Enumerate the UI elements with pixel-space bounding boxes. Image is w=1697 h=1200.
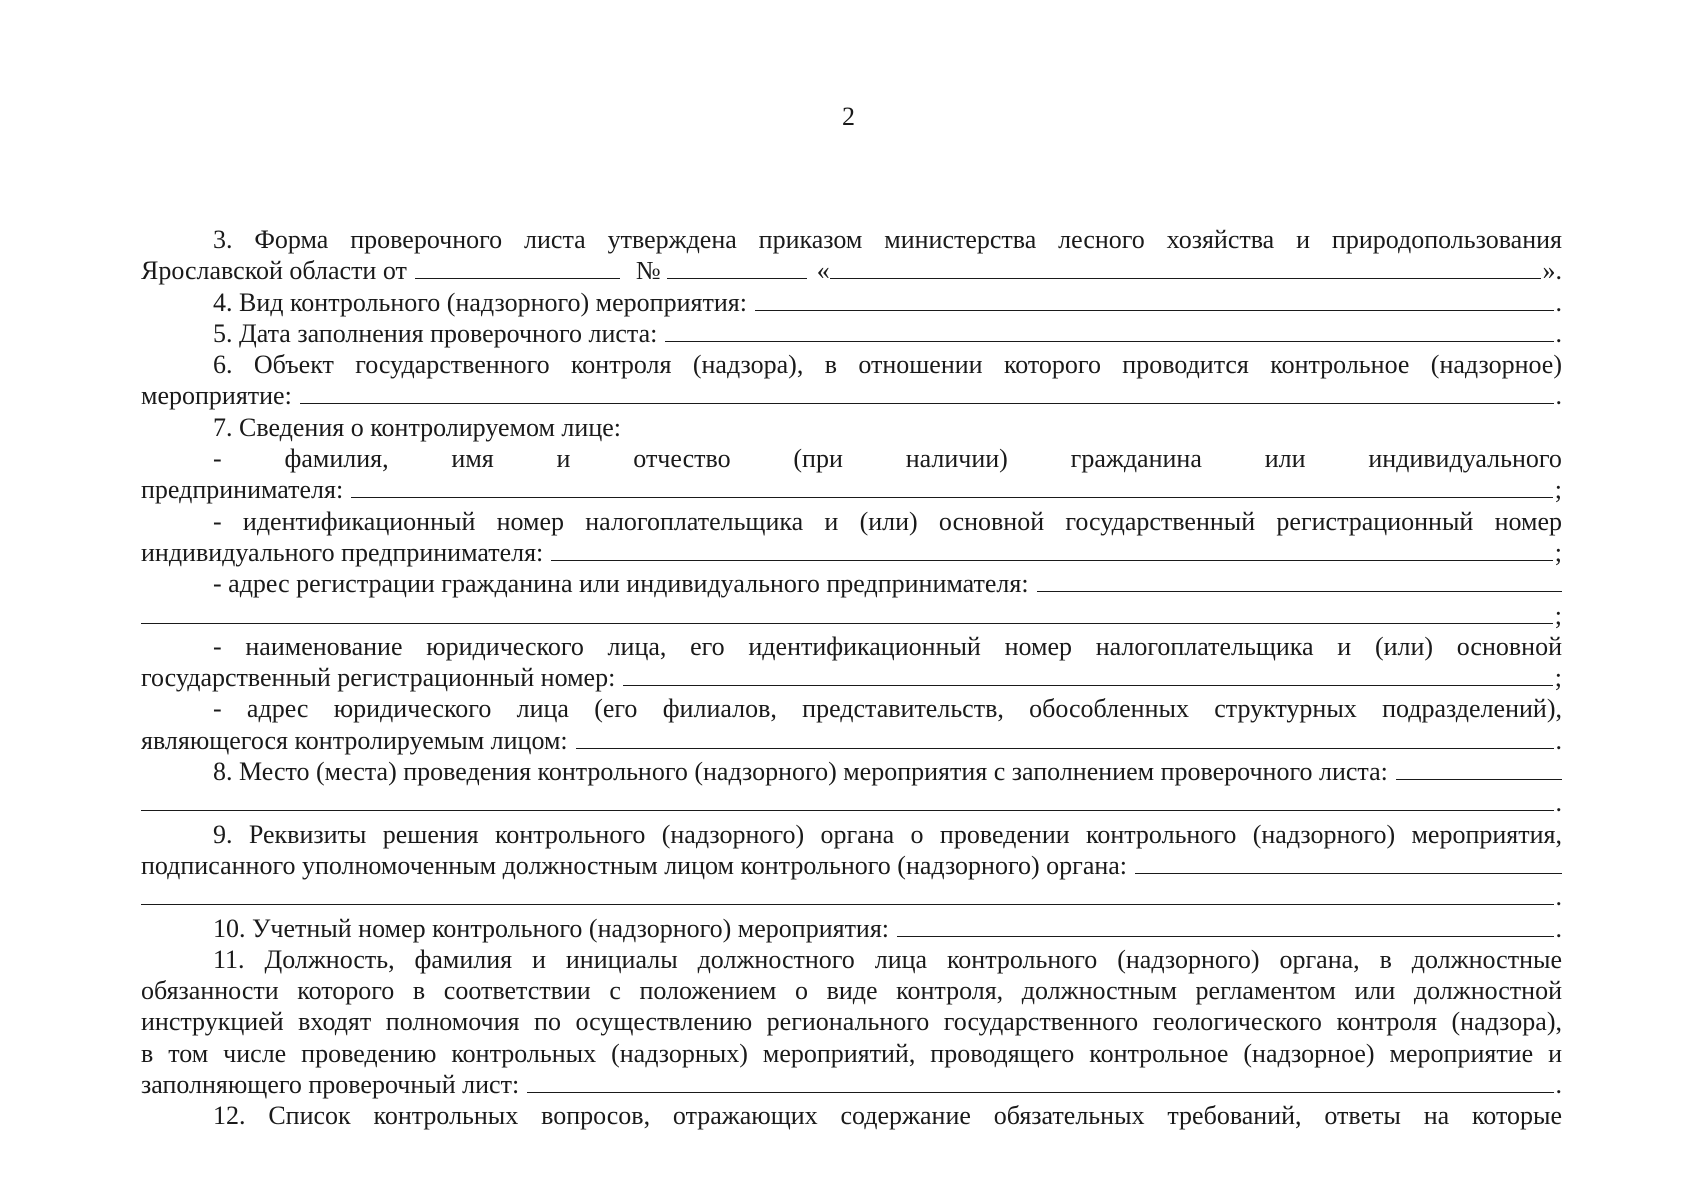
item-10	[141, 913, 1562, 944]
quote-open: «	[816, 256, 830, 286]
item-6-line-2	[141, 380, 1562, 411]
item-7-sub-4-prefix: государственный регистрационный номер:	[141, 663, 616, 693]
item-4-end: .	[1555, 287, 1562, 317]
item-3-line-2	[141, 255, 1562, 286]
item-7-sub-4-end: ;	[1554, 663, 1562, 693]
item-10-end: .	[1555, 913, 1562, 943]
word: имя	[451, 444, 494, 474]
item-7-title	[141, 412, 1562, 443]
item-7-sub-5-line-2	[141, 725, 1562, 756]
control-type-field[interactable]	[755, 288, 1554, 311]
document-body	[141, 224, 1562, 1132]
quote-close: ».	[1542, 256, 1562, 286]
item-7-sub-2-prefix: индивидуального предпринимателя:	[141, 537, 544, 567]
word: отчество	[633, 444, 731, 474]
citizen-name-field[interactable]	[351, 475, 1553, 498]
decision-details-field-2[interactable]	[141, 882, 1554, 905]
order-title-field[interactable]	[830, 256, 1541, 279]
item-8-line-1	[141, 756, 1562, 787]
item-9-prefix: подписанного уполномоченным должностным лицом контрольного (надзорного) органа:	[141, 850, 1128, 880]
item-11-line-5	[141, 1069, 1562, 1100]
fill-date-field[interactable]	[665, 319, 1553, 342]
legal-address-field[interactable]	[576, 726, 1554, 749]
item-8-end: .	[1555, 788, 1562, 818]
item-11-prefix: заполняющего проверочный лист:	[141, 1070, 520, 1100]
number-sign: №	[635, 256, 661, 286]
decision-details-field-1[interactable]	[1135, 851, 1562, 874]
item-7-sub-2-end: ;	[1554, 537, 1562, 567]
word: фамилия,	[284, 444, 389, 474]
item-4	[141, 287, 1562, 318]
event-place-field-1[interactable]	[1396, 757, 1562, 780]
item-11-line-1: 11. Должность, фамилия и инициалы должностного лица контрольного (надзорного) органа, в должностные	[213, 944, 1562, 974]
item-5-label: 5. Дата заполнения проверочного листа:	[213, 318, 658, 348]
item-9-line-1: 9. Реквизиты решения контрольного (надзорного) органа о проведении контрольного (надзорного) мероприятия,	[213, 819, 1562, 849]
item-6-prefix: мероприятие:	[141, 381, 292, 411]
item-7-sub-4-line-2	[141, 662, 1562, 693]
item-12-line-1: 12. Список контрольных вопросов, отражающих содержание обязательных требований, ответы на которые	[213, 1101, 1562, 1131]
legal-entity-field[interactable]	[623, 663, 1552, 686]
item-10-label: 10. Учетный номер контрольного (надзорного) мероприятия:	[213, 913, 890, 943]
item-7-sub-1-line-2	[141, 474, 1562, 505]
word: наличии)	[905, 444, 1008, 474]
registration-number-field[interactable]	[897, 914, 1553, 937]
item-7-sub-1-prefix: предпринимателя:	[141, 475, 344, 505]
order-number-field[interactable]	[667, 256, 807, 279]
item-3-line-1: 3. Форма проверочного листа утверждена приказом министерства лесного хозяйства и природопользования	[213, 225, 1562, 254]
item-6-line-1: 6. Объект государственного контроля (надзора), в отношении которого проводится контрольное (надзорное)	[213, 350, 1562, 380]
official-field[interactable]	[527, 1070, 1553, 1093]
item-7-sub-2-line-1: - идентификационный номер налогоплательщика и (или) основной государственный регистрационный номер	[213, 506, 1562, 536]
item-7-sub-4-line-1: - наименование юридического лица, его идентификационный номер налогоплательщика и (или) основной	[213, 631, 1562, 661]
item-7-sub-3-prefix: - адрес регистрации гражданина или индивидуального предпринимателя:	[213, 569, 1029, 599]
item-9-end: .	[1555, 882, 1562, 912]
item-7-sub-1-end: ;	[1554, 475, 1562, 505]
item-7-sub-5-line-1: - адрес юридического лица (его филиалов, представительств, обособленных структурных подразделений),	[213, 694, 1562, 724]
citizen-address-field-2[interactable]	[141, 601, 1553, 624]
item-7-sub-3-line-2	[141, 600, 1562, 631]
item-3-prefix: Ярославской области от	[141, 256, 407, 286]
item-11-line-2: обязанности которого в соответствии с положением о виде контроля, должностным регламентом или должностной	[141, 976, 1562, 1006]
item-9-line-2	[141, 850, 1562, 881]
word: гражданина	[1070, 444, 1202, 474]
item-8-line-2	[141, 787, 1562, 818]
control-object-field[interactable]	[300, 381, 1554, 404]
word: (при	[793, 444, 843, 474]
item-7-title-text: 7. Сведения о контролируемом лице:	[213, 412, 622, 442]
citizen-address-field-1[interactable]	[1037, 569, 1562, 592]
item-11-end: .	[1555, 1070, 1562, 1100]
word: индивидуального	[1368, 444, 1562, 474]
word: или	[1264, 444, 1306, 474]
item-4-label: 4. Вид контрольного (надзорного) мероприятия:	[213, 287, 747, 317]
word: -	[213, 444, 222, 474]
word: и	[556, 444, 571, 474]
order-date-field[interactable]	[415, 256, 620, 279]
item-7-sub-1-line-1	[141, 443, 1562, 474]
page-number: 2	[842, 102, 855, 131]
item-5	[141, 318, 1562, 349]
item-9-line-3	[141, 881, 1562, 912]
item-11-line-3: инструкцией входят полномочия по осуществлению регионального государственного геологического контроля (надзора),	[141, 1007, 1562, 1037]
inn-ogrnip-field[interactable]	[551, 538, 1552, 561]
item-7-sub-5-prefix: являющегося контролируемым лицом:	[141, 725, 568, 755]
item-5-end: .	[1555, 318, 1562, 348]
event-place-field-2[interactable]	[141, 788, 1554, 811]
item-8-prefix: 8. Место (места) проведения контрольного (надзорного) мероприятия с заполнением проверочного листа:	[213, 757, 1388, 787]
item-7-sub-3-line-1	[141, 568, 1562, 599]
item-7-sub-3-end: ;	[1554, 600, 1562, 630]
item-6-end: .	[1555, 381, 1562, 411]
item-11-line-4: в том числе проведению контрольных (надзорных) мероприятий, проводящего контрольное (надзорное) мероприятие и	[141, 1038, 1562, 1068]
item-7-sub-2-line-2	[141, 537, 1562, 568]
item-7-sub-5-end: .	[1555, 725, 1562, 755]
